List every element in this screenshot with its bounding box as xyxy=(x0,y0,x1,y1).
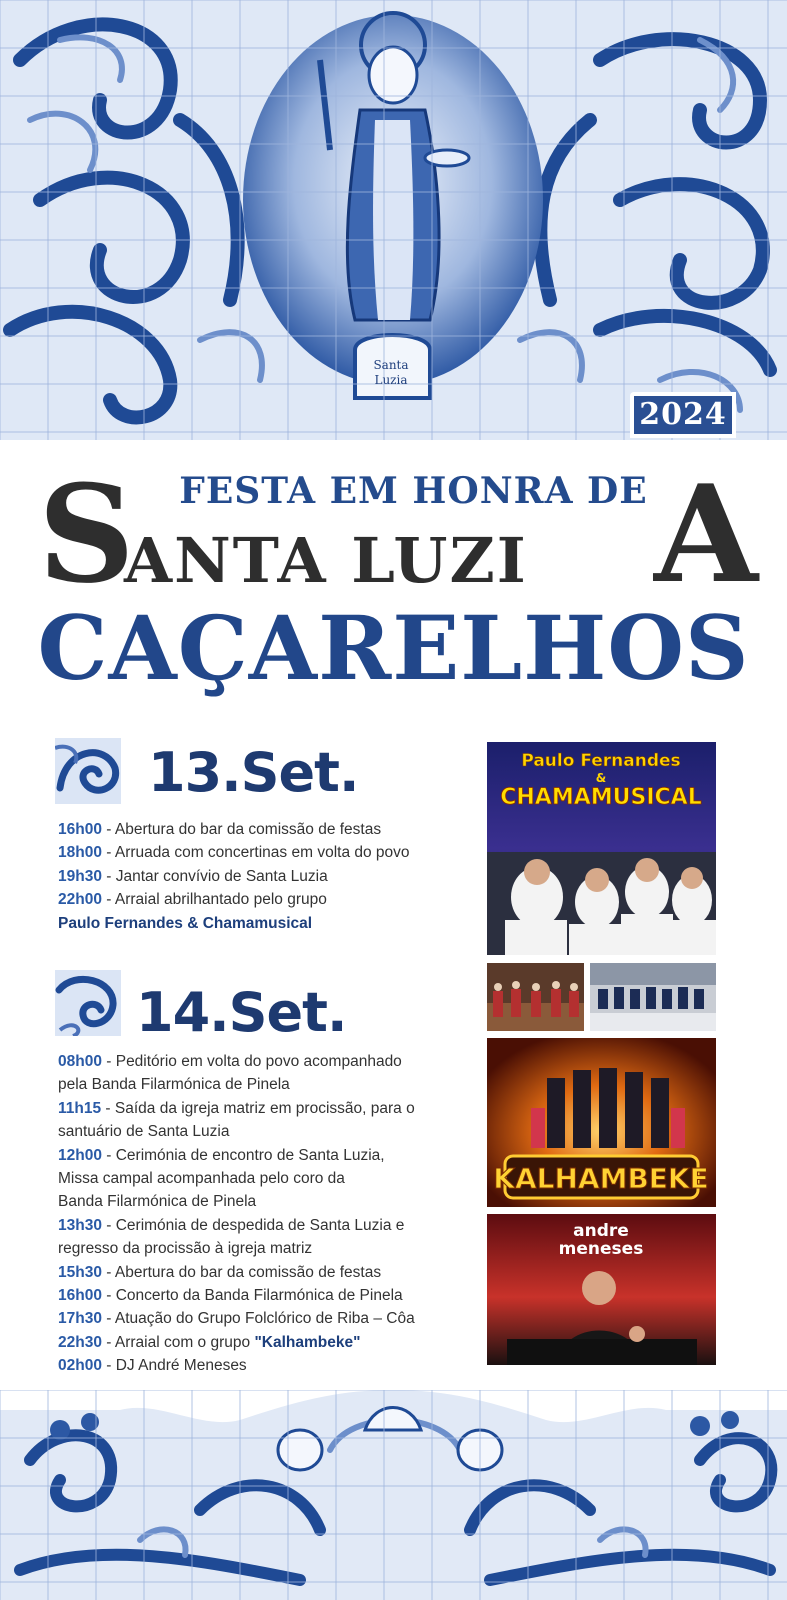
azulejo-footer-panel xyxy=(0,1390,787,1600)
title-prefix-text: FESTA EM HONRA DE xyxy=(179,470,648,512)
day2-event xyxy=(58,1144,478,1167)
photo-philharmonic-band xyxy=(590,963,716,1031)
day2-event xyxy=(58,1331,478,1354)
event-text-continued: Missa campal acompanhada pelo coro da xyxy=(58,1170,345,1188)
event-text: - Atuação do Grupo Folclórico de Riba – Côa xyxy=(101,1310,415,1328)
photo4-line2: meneses xyxy=(558,1239,644,1259)
day2-event xyxy=(58,1214,478,1237)
azulejo-footer-artwork xyxy=(0,1390,787,1600)
title-final-a: A xyxy=(654,455,758,613)
event-text: - Jantar convívio de Santa Luzia xyxy=(101,867,328,885)
day1-schedule xyxy=(58,818,478,935)
event-text: - Cerimónia de despedida de Santa Luzia e xyxy=(101,1216,405,1234)
event-time: 11h15 xyxy=(58,1099,102,1117)
event-time: 19h30 xyxy=(58,867,102,885)
day1-heading: 13.Set. xyxy=(148,741,359,804)
day2-schedule xyxy=(58,1050,478,1378)
event-text: - Abertura do bar da comissão de festas xyxy=(101,1263,382,1281)
town-title: CAÇARELHOS xyxy=(37,596,750,700)
azulejo-header-panel xyxy=(0,0,787,440)
year-text: 2024 xyxy=(634,396,732,434)
photo-paulo-fernandes-chamamusical xyxy=(487,742,716,955)
event-text-continued: santuário de Santa Luzia xyxy=(58,1123,230,1141)
tile-ornament-icon xyxy=(55,970,121,1036)
day2-heading: 14.Set. xyxy=(136,981,347,1044)
year-badge xyxy=(630,392,736,438)
day1-event xyxy=(58,841,478,864)
title-middle: ANTA LUZI xyxy=(124,524,528,597)
day1-event xyxy=(58,818,478,841)
event-text-continued: regresso da procissão à igreja matriz xyxy=(58,1240,313,1258)
tile-ornament-icon xyxy=(55,738,121,804)
event-time: 16h00 xyxy=(58,821,102,838)
event-time: 22h00 xyxy=(58,891,102,909)
event-time: 02h00 xyxy=(58,1357,102,1375)
event-time: 16h00 xyxy=(58,1287,102,1305)
event-text: - Cerimónia de encontro de Santa Luzia, xyxy=(101,1146,385,1164)
photo1-line1: Paulo Fernandes xyxy=(521,751,681,771)
event-text-continued: Banda Filarmónica de Pinela xyxy=(58,1193,257,1211)
title-main xyxy=(38,455,758,613)
day1-event xyxy=(58,888,478,911)
day2-event xyxy=(58,1284,478,1307)
photo1-line2: CHAMAMUSICAL xyxy=(500,785,702,810)
day2-event xyxy=(58,1307,478,1330)
day2-event xyxy=(58,1354,478,1377)
photo1-amp: & xyxy=(595,771,607,785)
event-time: 13h30 xyxy=(58,1216,102,1234)
event-time: 15h30 xyxy=(58,1263,102,1281)
day2-event xyxy=(58,1097,478,1120)
day1-band-name: Paulo Fernandes & Chamamusical xyxy=(58,914,313,932)
title-initial-s: S xyxy=(38,455,135,613)
event-time: 12h00 xyxy=(58,1146,102,1164)
event-time: 18h00 xyxy=(58,844,102,862)
photo-folk-group xyxy=(487,963,584,1031)
event-time: 22h30 xyxy=(58,1333,102,1351)
photo-dj-andre-meneses xyxy=(487,1214,716,1365)
event-text: - DJ André Meneses xyxy=(101,1357,247,1375)
event-text-continued: pela Banda Filarmónica de Pinela xyxy=(58,1076,290,1094)
photo3-name: KALHAMBEKE xyxy=(493,1162,709,1195)
event-text: - Concerto da Banda Filarmónica de Pinela xyxy=(101,1287,403,1305)
event-time: 17h30 xyxy=(58,1310,102,1328)
event-text: - Arruada com concertinas em volta do povo xyxy=(101,844,410,862)
plaque-line2: Luzia xyxy=(374,373,408,387)
photo-kalhambeke xyxy=(487,1038,716,1207)
day1-event xyxy=(58,865,478,888)
plaque-label xyxy=(360,358,422,388)
event-text: - Arraial abrilhantado pelo grupo xyxy=(101,891,327,909)
plaque-line1: Santa xyxy=(373,358,409,372)
event-text: - Peditório em volta do povo acompanhado xyxy=(101,1053,402,1070)
band-name-kalhambeke: "Kalhambeke" xyxy=(254,1333,361,1351)
event-time: 08h00 xyxy=(58,1053,102,1070)
day2-event xyxy=(58,1261,478,1284)
event-text: - Arraial com o grupo xyxy=(101,1333,255,1351)
event-text: - Saída da igreja matriz em procissão, para o xyxy=(101,1099,415,1117)
event-text: - Abertura do bar da comissão de festas xyxy=(101,821,382,838)
day2-event xyxy=(58,1050,478,1073)
photo4-line1: andre xyxy=(573,1221,629,1241)
